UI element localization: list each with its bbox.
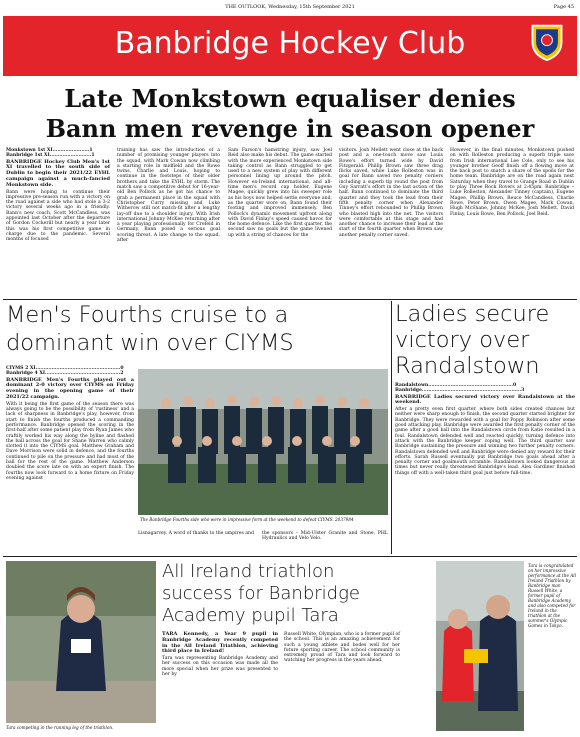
story4-col1-rest: Tara was representing Banbridge Academy and her success on this occasion was made all the more special when her prize was presented to her by: [162, 656, 278, 678]
tara-congratulated-caption: Tara is congratulated on her impressive performance at the All Ireland Triathlon by Banbridge man Russell White, a former pupil of Banbridge Academy and also competed for Ireland in the triathlon at the summer's Olympic Games in Tokyo.: [528, 563, 576, 628]
divider-vertical: [391, 301, 392, 554]
story1-lead: BANBRIDGE Hockey Club Men's 1st XI travelled to the south side of Dublin to begin their 2021/22 EYHL campaign against a much-fancied Monkstown side.: [6, 158, 110, 188]
story2-headline: [6, 301, 388, 357]
divider-2: [3, 556, 577, 557]
story2-column: [6, 366, 134, 482]
story2-body: With it being the first game of the season there was always going to be the possibility of 'rustiness' and a lack of sharpness in Banbridge's play, however, from start to finish the fourths produced a commanding performance. Banbridge opened the scoring in the first-half after some patient play from Ryan James who craftily worked his way along the byline and flashed the ball across the goal for Shane Warren who calmly slotted it into the CIYMS goal. Matthew Graham and Dave Morrison were solid in defence, and the fourths continued to pile on the pressure and had most of the ball for the rest of the game. Matthew Anderson doubled the score late on with an expert finish. The fourths now look forward to a home fixture on Friday evening against: [6, 401, 134, 481]
story2-lead: BANBRIDGE Men's Fourths played out a dominant 2-0 victory over CIYMS on Friday evening in the opening game of their 2021/22 campaign.: [6, 376, 134, 400]
divider-1: [3, 299, 577, 300]
story2-headline-line1: Men's Fourths cruise to a: [6, 302, 289, 328]
story1-column-3: Sam Farson's hamstring injury, saw Joel Reid also make his debut. The game started with the more experienced Monkstown side taking control as Bann struggled to get used to a new system of play with different personnel lining up around the pitch. However ex-Ireland international, and all-time men's record cap holder, Eugene Magee, quickly grew into his sweeper role as his boys now helped settle everyone and, as the quarter wore on, Bann found their footing and improved immensely. Ben Pollock's dynamic movement upfront along with David Finlay's speed caused havoc for the home defence. Like the first quarter, the second saw no goals but the game livened up with a string of chances for the: [228, 148, 332, 238]
story1-headline: [3, 84, 577, 144]
story1-column-5: However, in the final minutes, Monkstown pushed on with Rolleston producing a superb triple save from Irish international Lee Cole, only to see his younger brother Geoff finish off a flowing move at the back post to snatch a share of the spoils for the home team. Banbridge are on the road again next Saturday when they travel to Grange Road in Dublin to play Three Rock Rovers at 2:45pm. Banbridge – Luke Rolleston, Alexander Tinney (captain), Eugene Magee, Phillip Brown, Reuce McCandless, Charlie Rowe, Peter Brown, Owen Magee, Mark Cowan, Hugh McShane, Johnny McKee, Josh Mellett, David Finlay, Louis Rowe, Ben Pollock, Joel Reid.: [450, 148, 574, 217]
story1-score-line-1: Monkstown 1st XI.......................1: [6, 148, 93, 153]
story4-headline-line2: success for Banbridge: [162, 583, 360, 604]
story3-headline-line2: victory over: [395, 327, 530, 353]
story3-headline: [395, 301, 575, 379]
story1-column-2: training has saw the introduction of a number of promising younger players into the squad, with Mark Cowan now climbing a starting role in midfield and the Rowe twins, Charlie and Louis, hoping to continue in the footsteps of their older brothers and take the EYHL by storm. The match saw a competitive debut for 16-year-old Ben Pollock as he got his chance to grab a permanent place in the squad with Christopher Curry missing and Luke Witherow still not match-fit after a lengthy lay-off due to a shoulder injury. With Irish international Johnny McKee returning after a year playing professionally for Crefeld in Germany, Bann posed a serious goal scoring threat. A late change to the squad, after: [117, 148, 220, 244]
story1-score-line-2: Banbridge 1st XI..........................1: [6, 153, 95, 159]
story1-headline-line2: Bann men revenge in season opener: [45, 114, 535, 143]
tara-with-russell-white-photo: [436, 561, 524, 731]
tara-running-caption: Tara competing in the running leg of the triathlon.: [6, 725, 114, 730]
story1-headline-line1: Late Monkstown equaliser denies: [64, 84, 516, 113]
club-banner: [3, 16, 577, 76]
story4-headline: [162, 561, 422, 627]
story4-lead: TARA Kennedy, a Year 9 pupil in Banbridge Academy recently competed in the All Ireland Triathlon, achieving third place in Ireland!: [162, 631, 278, 655]
story2-headline-line2: dominant win over CIYMS: [6, 330, 294, 356]
fourths-photo-caption: The Banbridge Fourths side who were in impressive form at the weekend to defeat CIYMS. 2037984: [140, 517, 354, 522]
banner-title: Banbridge Hockey Club: [114, 26, 466, 61]
story3-lead: BANBRIDGE Ladies secured victory over Randalstown at the weekend.: [395, 393, 575, 406]
story1-column-1: [6, 148, 110, 244]
story3-headline-line1: Ladies secure: [395, 301, 550, 327]
story3-score-line-2: Banbridge..............................................................3: [395, 388, 525, 394]
story2-score-line-2: Banbridge 4 XI...............................................2: [6, 371, 124, 377]
tara-running-photo: [6, 561, 156, 723]
story4-headline-line1: All Ireland triathlon: [162, 561, 335, 582]
story1-column-4: visitors. Josh Mellett went close at the back post and a one-touch move saw Louis Rowe's effort turned wide by David Fitzgerald. Phillip Brown saw three drag flicks saved, while Luke Rolleston was in goal for Bann saved two penalty corners including a superb tip round the post from Guy Sarratt's effort in the last action of the half. Bann continued to dominate the third quarter and they took the lead from their fifth penalty corner when Alexander Tinney's effort rebounded to Phillip Brown who blasted high into the net. The visitors were comfortable at this stage and had another chance to increase their lead at the start of the fourth quarter when Brown saw another penalty corner saved.: [339, 148, 443, 238]
story3-body: After a pretty even first quarter, where both sides created chances but neither were sharp enough to finish, the second quarter started brighter for Banbridge. They were rewarded with a goal for Poppy Robinson after some good attacking play. Banbridge were awarded the first penalty corner of the game after a good ball into the Randalstown circle from Katie resulted in a foul. Randalstown defended well and reacted quickly, turning defence into attack with the Banbridge keeper coping well. The third quarter saw Banbridge sustaining the pressure and winning two further penalty corners. Randalstown defended well and Banbridge were denied any reward for their efforts. Sarah Russell eventually put Banbridge two goals ahead after a penalty corner and goalmouth scramble. Randalstown looked dangerous at times but never really threatened Banbridge's lead. Alex Gardiner finished things off with a well-taken third goal just before full-time.: [395, 407, 575, 476]
page-number: Page 45: [553, 4, 574, 10]
story2-score-line-1: CIYMS 2 XI.....................................................0: [6, 366, 124, 371]
story1-col1-body: Bann were hoping to continue their impressive pre-season run with a victory on the road against a side who had stole a 3-2 victory several weeks ago in a friendly. Bann's new coach, Scott McCandless, was appointed last October after the departure of Gordon Cockerill but nearly a year later this was his first competitive game in charge due to the pandemic. Several months of focused: [6, 189, 110, 243]
story4-column-1: [162, 632, 278, 678]
story4-headline-line3: Academy pupil Tara: [162, 605, 339, 626]
story2-after-photo-col1: Lisnagarvey. A word of thanks to the umpires and: [138, 531, 254, 536]
story3-score-line-1: Randalstown.....................................................0: [395, 383, 517, 388]
story3-headline-line3: Randalstown: [395, 353, 540, 379]
story2-after-photo-col2: the sponsors – Mid-Ulster Granite and Stone, PHL Hydraulics and Velo Velo.: [262, 531, 388, 542]
story3-column: [395, 383, 575, 477]
club-crest-icon: [527, 22, 567, 62]
fourths-team-photo: [138, 369, 388, 515]
publication-line: THE OUTLOOK, Wednesday, 15th September 2021: [225, 4, 355, 10]
story4-column-2: Russell White, Olympian, who is a former pupil of the school. This is an amazing achievement for such a young athlete and bodes well for her future sporting career. The school community is extremely proud of Tara and look forward to watching her progress in the years ahead.: [284, 632, 400, 664]
